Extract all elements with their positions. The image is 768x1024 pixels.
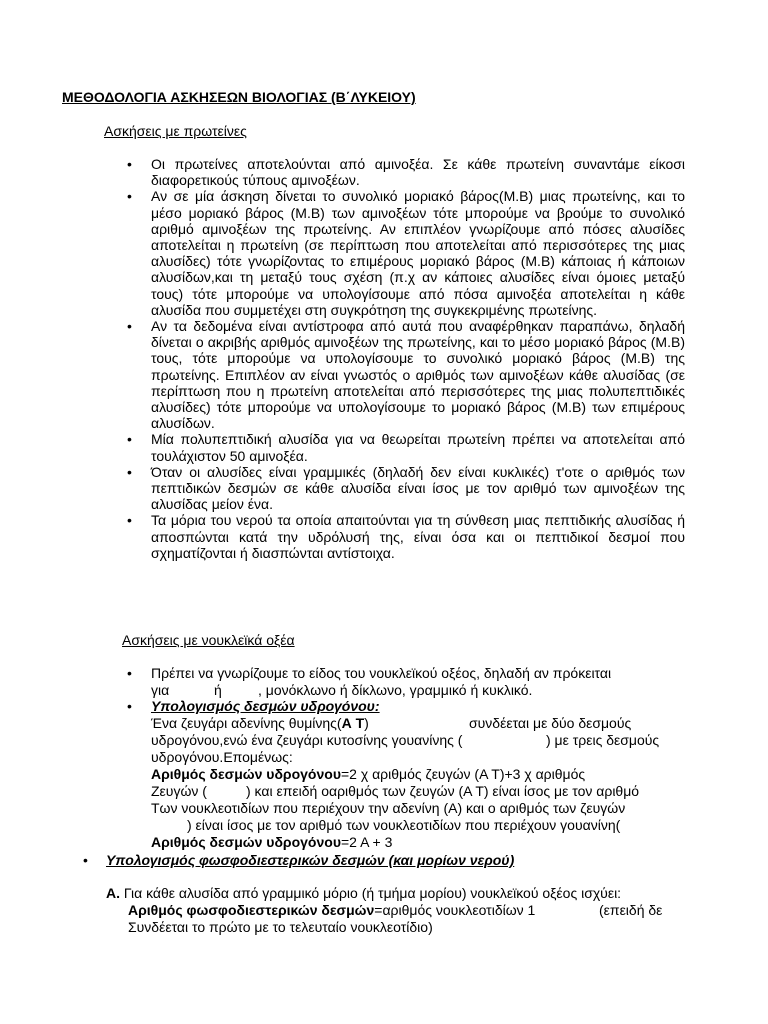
text-span: =2 Α + 3: [340, 834, 393, 850]
list-item: • Οι πρωτείνες αποτελούνται από αμινοξέα. Σε κάθε πρωτείνη συναντάμε είκοσι διαφορετικούς τύπους αμινοξέων.: [151, 156, 685, 188]
nucleic-item-text: για: [151, 682, 170, 698]
nucleic-item-text: ή: [214, 682, 222, 698]
section-heading-proteins: Ασκήσεις με πρωτείνες: [104, 123, 247, 139]
text-span: =2 χ αριθμός ζευγών (Α Τ)+3 χ αριθμός: [340, 766, 586, 782]
bullet-marker: •: [83, 852, 88, 868]
paragraph-text: Συνδέεται το πρώτο με το τελευταίο νουκλεοτίδιο): [128, 919, 433, 935]
paragraph-text: Ζευγών (: [151, 783, 207, 799]
bullet-marker: •: [127, 698, 132, 714]
text-span: =αριθμός νουκλεοτιδίων 1: [374, 902, 536, 918]
paragraph-text: υδρογόνου.Επομένως:: [151, 749, 293, 765]
item-label: Α.: [106, 885, 120, 901]
section-heading-nucleic-acids: Ασκήσεις με νουκλεϊκά οξέα: [122, 632, 295, 648]
list-item: • Αν τα δεδομένα είναι αντίστροφα από αυτά που αναφέρθηκαν παραπάνω, δηλαδή δίνεται ο ακριβής αριθμός αμινοξέων της πρωτείνης, και το μέσο μοριακό βάρος (Μ.Β) τους, τότε μπορούμε να υπολογίσουμε το συνολικό μοριακό βάρος (Μ.Β) της πρωτείνης. Επιπλέον αν είναι γνωστός ο αριθμός των αμινοξέων κάθε αλυσίδας (σε περίπτωση που η πρωτείνη αποτελείται από περισσότερες της μιας πολυπεπτιδικές αλυσίδες) τότε μπορούμε να υπολογίσουμε το μοριακό βάρος (Μ.Β) των επιμέρους αλυσίδων.: [151, 318, 685, 431]
paragraph-text: ) με τρεις δεσμούς: [546, 732, 660, 748]
formula-label: Αριθμός δεσμών υδρογόνου: [151, 766, 341, 782]
document-title: ΜΕΘΟΔΟΛΟΓΙΑ ΑΣΚΗΣΕΩΝ ΒΙΟΛΟΓΙΑΣ (Β΄ΛΥΚΕΙΟΥ): [62, 89, 416, 105]
nucleic-item-line: Πρέπει να γνωρίζουμε το είδος του νουκλεϊκού οξέος, δηλαδή αν πρόκειται: [151, 665, 612, 681]
text-span: Ένα ζευγάρι αδενίνης θυμίνης(: [151, 715, 342, 731]
list-item: • Τα μόρια του νερού τα οποία απαιτούνται για τη σύνθεση μιας πεπτιδικής αλυσίδας ή αποσπώνται κατά την υδρόλυσή της, είναι όσα και οι πεπτιδικοί δεσμοί που σχηματίζονται ή διασπώνται αντίστοιχα.: [151, 512, 685, 561]
paragraph-text: [151, 715, 369, 731]
formula-label: Αριθμός φωσφοδιεστερικών δεσμών: [128, 902, 375, 918]
paragraph-text: (επειδή δε: [599, 902, 663, 918]
text-span: Για κάθε αλυσίδα από γραμμικό μόριο (ή τμήμα μορίου) νουκλεϊκού οξέος ισχύει:: [123, 885, 622, 901]
paragraph-text: ) είναι ίσος με τον αριθμό των νουκλεοτιδίων που περιέχουν γουανίνη(: [187, 817, 621, 833]
paragraph-text: ) και επειδή οαριθμός των ζευγών (Α Τ) είναι ίσος με τον αριθμό: [246, 783, 640, 799]
nucleic-item-text: , μονόκλωνο ή δίκλωνο, γραμμικό ή κυκλικό.: [258, 682, 533, 698]
paragraph-text: συνδέεται με δύο δεσμούς: [469, 715, 632, 731]
paragraph-text: υδρογόνου,ενώ ένα ζευγάρι κυτοσίνης γουανίνης (: [151, 732, 463, 748]
formula-label: Αριθμός δεσμών υδρογόνου: [151, 834, 341, 850]
text-span: Α Τ: [341, 715, 365, 731]
text-span: ): [364, 715, 369, 731]
paragraph-text: [106, 885, 621, 901]
protein-rules-list: [151, 156, 685, 561]
formula-line: [151, 766, 585, 782]
list-item: • Αν σε μία άσκηση δίνεται το συνολικό μοριακό βάρος(Μ.Β) μιας πρωτείνης, και το μέσο μοριακό βάρος (Μ.Β) των αμινοξέων τότε μπορούμε να βρούμε το συνολικό αριθμό αμινοξέων της πρωτείνης. Αν επιπλέον γνωρίζουμε από πόσες αλυσίδες αποτελείται η πρωτείνη (σε περίπτωση που αποτελείται από περισσότερες της μιας αλυσίδες) τότε γνωρίζοντας το επιμέρους μοριακό βάρος (Μ.Β) κάποιας ή κάποιων αλυσίδων,και τη μεταξύ τους σχέση (π.χ αν κάποιες αλυσίδες είναι όμοιες μεταξύ τους) τότε μπορούμε να υπολογίσουμε από πόσα αμινοξέα αποτελείται η κάθε αλυσίδα που συμμετέχει στη συγκρότηση της συγκεκριμένης πρωτείνης.: [151, 188, 685, 318]
formula-line: [151, 834, 392, 850]
list-item: • Μία πολυπεπτιδική αλυσίδα για να θεωρείται πρωτείνη πρέπει να αποτελείται από τουλάχιστον 50 αμινοξέα.: [151, 431, 685, 463]
hydrogen-bonds-heading: Υπολογισμός δεσμών υδρογόνου:: [151, 698, 380, 714]
bullet-marker: •: [127, 665, 132, 681]
formula-line: [128, 902, 535, 918]
phosphodiester-heading: Υπολογισμός φωσφοδιεστερικών δεσμών (και μορίων νερού): [106, 852, 515, 868]
paragraph-text: Των νουκλεοτιδίων που περιέχουν την αδενίνη (Α) και ο αριθμός των ζευγών: [151, 800, 626, 816]
list-item: • Όταν οι αλυσίδες είναι γραμμικές (δηλαδή δεν είναι κυκλικές) τ'οτε ο αριθμός των πεπτιδικών δεσμών σε κάθε αλυσίδα είναι ίσος με τον αριθμό των αμινοξέων της αλυσίδας μείον ένα.: [151, 464, 685, 513]
